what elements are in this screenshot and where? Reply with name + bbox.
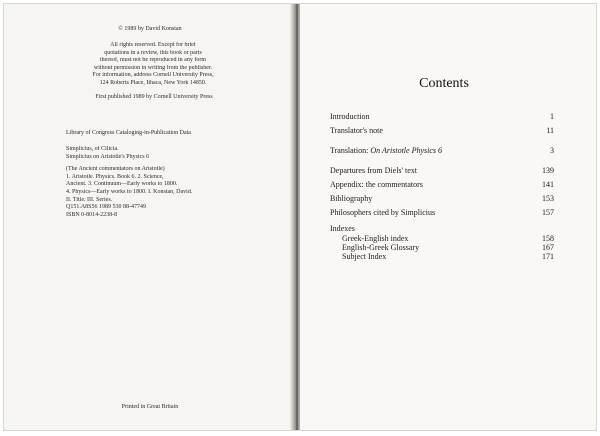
cip-line: Ancient. 3. Continuum—Early works to 1800. xyxy=(66,181,178,188)
cip-line: (The Ancient commentators on Aristotle) xyxy=(66,166,165,173)
rights-line: without permission in writing from the publisher. xyxy=(93,64,213,71)
toc-entry-title: Philosophers cited by Simplicius xyxy=(330,208,436,217)
cip-line: Q151.A8S56 1989 530 88-47749 xyxy=(66,204,147,211)
contents-title: Contents xyxy=(419,76,469,91)
cip-line: Simplicius, of Cilicia. xyxy=(66,146,119,152)
left-page xyxy=(4,4,296,430)
cip-line: II. Title. III. Series. xyxy=(66,196,113,203)
copyright-line: © 1989 by David Konstan xyxy=(118,26,182,32)
book-spread xyxy=(4,4,596,430)
cip-line: ISBN 0-8014-2238-8 xyxy=(66,211,118,218)
toc-entry-page: 3 xyxy=(550,146,554,155)
printed-in-line: Printed in Great Britain xyxy=(121,404,179,410)
rights-statement xyxy=(68,42,238,88)
toc-entry-page: 167 xyxy=(542,243,554,252)
toc-entry-title-italic: On Aristotle Physics 6 xyxy=(370,146,442,155)
toc-entry-title: Translator's note xyxy=(330,126,383,135)
cip-line: 1. Aristotle. Physics. Book 6. 2. Science, xyxy=(66,173,164,180)
toc-entry-title: Introduction xyxy=(330,112,370,121)
toc-entry-page: 141 xyxy=(542,180,554,189)
toc-entry-page: 1 xyxy=(550,112,554,121)
rights-line: thereof, must not be reproduced in any form xyxy=(100,57,206,64)
rights-line: quotations in a review, this book or parts xyxy=(104,49,202,56)
rights-line: All rights reserved. Except for brief xyxy=(110,42,196,48)
rights-line: For information, address Cornell University Press, xyxy=(92,72,214,79)
cip-line: 4. Physics—Early works to 1800. I. Konstan, David. xyxy=(66,188,193,195)
cip-heading: Library of Congress Cataloging-in-Publication Data xyxy=(66,130,191,136)
toc-entry-title xyxy=(330,146,442,156)
toc-entry-title: Appendix: the commentators xyxy=(330,180,423,189)
rights-line: 124 Roberts Place, Ithaca, New York 14850. xyxy=(99,79,207,86)
toc-entry-page: 157 xyxy=(542,208,554,217)
toc-entry-title: Departures from Diels' text xyxy=(330,166,417,175)
toc-entry-page: 11 xyxy=(546,126,554,135)
toc-entry-page: 158 xyxy=(542,234,554,243)
toc-entry-title: English-Greek Glossary xyxy=(342,243,420,252)
cip-data xyxy=(66,146,192,219)
toc-entry-page: 153 xyxy=(542,194,554,203)
toc-entry-page: 171 xyxy=(542,252,554,261)
toc-entry-title: Subject Index xyxy=(342,252,387,261)
toc-entry-title: Greek-English index xyxy=(342,234,409,243)
toc-entry-page: 139 xyxy=(542,166,554,175)
published-line: First published 1989 by Cornell University Press xyxy=(95,94,213,100)
toc-entry-title-prefix: Translation: xyxy=(330,146,371,155)
toc-entry-title: Indexes xyxy=(330,224,355,233)
cip-line: Simplicius on Aristotle's Physics 6 xyxy=(66,153,150,160)
toc-entry-title: Bibliography xyxy=(330,194,373,203)
